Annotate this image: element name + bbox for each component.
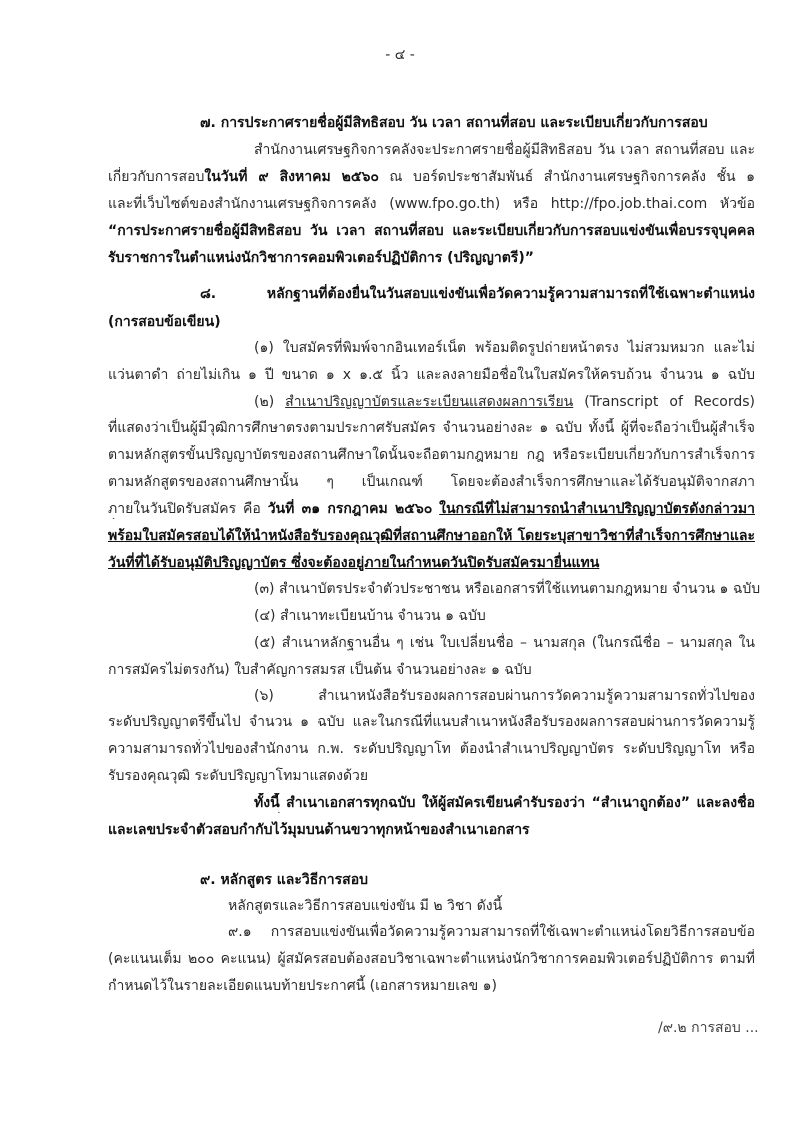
- text-segment: ๗. การประกาศรายชื่อผู้มีสิทธิสอบ วัน เวลา สถานที่สอบ และระเบียบเกี่ยวกับการสอบ: [200, 115, 708, 131]
- text-segment: พร้อมใบสมัครสอบได้ให้นำหนังสือรับรองคุณวุฒิที่สถานศึกษาออกให้ โดยระบุสาขาวิชาที่สำเร็จการศึกษาและ: [108, 528, 755, 544]
- text-line: [108, 766, 368, 786]
- text-line: [108, 949, 755, 969]
- text-segment: ที่แสดงว่าเป็นผู้มีวุฒิการศึกษาตรงตามประกาศรับสมัคร จำนวนอย่างละ ๑ ฉบับ ทั้งนี้ ผู้ที่จะถือว่าเป็นผู้สำเร็จ: [108, 420, 755, 436]
- text-segment: (๕) สำเนาหลักฐานอื่น ๆ เช่น ใบเปลี่ยนชื่อ – นามสกุล (ในกรณีชื่อ – นามสกุล ใน: [254, 635, 755, 651]
- text-line: [200, 870, 368, 890]
- text-segment: ตามหลักสูตรขั้นปริญญาบัตรของสถานศึกษาใดนั้นจะถือตามกฎหมาย กฎ หรือระเบียบเกี่ยวกับการสำเร็จการ: [108, 447, 755, 463]
- text-segment: สำนักงานเศรษฐกิจการคลังจะประกาศรายชื่อผู้มีสิทธิสอบ วัน เวลา สถานที่สอบ และ: [254, 142, 755, 158]
- text-segment: วันที่ที่ได้รับอนุมัติปริญญาบัตร ซึ่งจะต้องอยู่ภายในกำหนดวันปิดรับสมัครมายื่นแทน: [108, 555, 600, 571]
- text-line: [108, 312, 221, 332]
- text-line: [254, 686, 755, 706]
- text-line: [108, 365, 755, 385]
- text-segment: การสมัครไม่ตรงกัน) ใบสำคัญการสมรส เป็นต้น จำนวนอย่างละ ๑ ฉบับ: [108, 662, 532, 678]
- text-line: [254, 793, 755, 813]
- text-segment: ระดับปริญญาตรีขึ้นไป จำนวน ๑ ฉบับ และในกรณีที่แนบสำเนาหนังสือรับรองผลการสอบผ่านการวัดความรู้: [108, 714, 755, 730]
- text-segment: และที่เว็บไซต์ของสำนักงานเศรษฐกิจการคลัง (www.fpo.go.th) หรือ http://fpo.job.thai.com หัวข้อ: [108, 196, 755, 212]
- text-segment: (๑) ใบสมัครที่พิมพ์จากอินเทอร์เน็ต พร้อมติดรูปถ่ายหน้าตรง ไม่สวมหมวก และไม่: [254, 340, 755, 356]
- text-segment: ในกรณีที่ไม่สามารถนำสำเนาปริญญาบัตรดังกล่าวมา: [439, 501, 755, 517]
- text-segment: (๒): [254, 394, 286, 410]
- text-segment: (๔) สำเนาทะเบียนบ้าน จำนวน ๑ ฉบับ: [254, 608, 486, 624]
- text-segment: (๓) สำเนาบัตรประจำตัวประชาชน หรือเอกสารที่ใช้แทนตามกฎหมาย จำนวน ๑ ฉบับ: [254, 581, 761, 597]
- text-segment: (Transcript of Records): [573, 394, 755, 410]
- text-line: [254, 392, 755, 412]
- text-line: [254, 606, 486, 626]
- text-segment: ๙. หลักสูตร และวิธีการสอบ: [200, 872, 368, 888]
- text-segment: ตามหลักสูตรของสถานศึกษานั้น ๆ เป็นเกณฑ์ โดยจะต้องสำเร็จการศึกษาและได้รับอนุมัติจากสภา: [108, 474, 755, 490]
- text-segment: กำหนดไว้ในรายละเอียดแนบท้ายประกาศนี้ (เอกสารหมายเลข ๑): [108, 978, 497, 994]
- text-segment: (คะแนนเต็ม ๒๐๐ คะแนน) ผู้สมัครสอบต้องสอบวิชาเฉพาะตำแหน่งนักวิชาการคอมพิวเตอร์ปฏิบัติการ ตามที่: [108, 951, 755, 967]
- text-segment: วันที่ ๓๑ กรกฎาคม ๒๕๖๐: [267, 501, 433, 517]
- text-line: [108, 526, 755, 546]
- text-segment: รับราชการในตำแหน่งนักวิชาการคอมพิวเตอร์ปฏิบัติการ (ปริญญาตรี)”: [108, 250, 534, 266]
- text-segment: สำเนาปริญญาบัตรและระเบียนแสดงผลการเรียน: [285, 394, 574, 410]
- text-segment: (๖) สำเนาหนังสือรับรองผลการสอบผ่านการวัดความรู้ความสามารถทั่วไปของ: [254, 688, 755, 704]
- text-segment: “การประกาศรายชื่อผู้มีสิทธิสอบ วัน เวลา สถานที่สอบ และระเบียบเกี่ยวกับการสอบแข่งขันเพื่อบรรจุบุคคล: [108, 223, 755, 239]
- text-line: [108, 660, 532, 680]
- text-line: [108, 445, 755, 465]
- text-segment: ความสามารถทั่วไปของสำนักงาน ก.พ. ระดับปริญญาโท ต้องนำสำเนาปริญญาบัตร ระดับปริญญาโท หรือ: [108, 741, 755, 757]
- text-segment: ๙.๑ การสอบแข่งขันเพื่อวัดความรู้ความสามารถที่ใช้เฉพาะตำแหน่งโดยวิธีการสอบข้อ: [228, 924, 755, 940]
- text-segment: เกี่ยวกับการสอบ: [108, 169, 205, 185]
- text-line: [108, 499, 755, 519]
- text-line: [108, 976, 497, 996]
- text-line: [108, 167, 755, 187]
- text-segment: ๘. หลักฐานที่ต้องยื่นในวันสอบแข่งขันเพื่อวัดความรู้ความสามารถที่ใช้เฉพาะตำแหน่ง: [200, 286, 755, 302]
- text-line: [228, 896, 502, 916]
- text-line: [108, 248, 534, 268]
- text-line: [228, 922, 755, 942]
- text-segment: หลักสูตรและวิธีการสอบแข่งขัน มี ๒ วิชา ดังนี้: [228, 898, 503, 914]
- text-line: [200, 113, 708, 133]
- text-line: [254, 338, 755, 358]
- text-line: [108, 472, 755, 492]
- text-segment: ภายในวันปิดรับสมัคร คือ: [108, 501, 268, 517]
- text-line: [254, 633, 755, 653]
- text-segment: และเลขประจำตัวสอบกำกับไว้มุมบนด้านขวาทุกหน้าของสำเนาเอกสาร: [108, 822, 530, 838]
- text-line: [254, 140, 755, 160]
- text-line: [108, 221, 755, 241]
- text-line: [108, 820, 530, 840]
- text-line: [108, 194, 755, 214]
- text-segment: รับรองคุณวุฒิ ระดับปริญญาโทมาแสดงด้วย: [108, 768, 369, 784]
- page-number: - ๔ -: [385, 47, 415, 63]
- text-segment: ในวันที่ ๙ สิงหาคม ๒๕๖๐: [204, 169, 379, 185]
- text-line: [108, 553, 599, 573]
- text-segment: (การสอบข้อเขียน): [108, 314, 221, 330]
- continuation-note: /๙.๒ การสอบ ...: [658, 1020, 759, 1036]
- text-segment: ณ บอร์ดประชาสัมพันธ์ สำนักงานเศรษฐกิจการคลัง ชั้น ๑: [378, 169, 755, 185]
- text-segment: แว่นตาดำ ถ่ายไม่เกิน ๑ ปี ขนาด ๑ x ๑.๕ นิ้ว และลงลายมือชื่อในใบสมัครให้ครบถ้วน จำนวน ๑ ฉบับ: [108, 367, 755, 383]
- text-line: [200, 284, 755, 304]
- text-line: [254, 579, 760, 599]
- text-line: [108, 739, 755, 759]
- text-segment: ทั้งนี้ สำเนาเอกสารทุกฉบับ ให้ผู้สมัครเขียนคำรับรองว่า “สำเนาถูกต้อง” และลงชื่อ: [254, 795, 755, 811]
- text-line: [108, 418, 755, 438]
- text-line: [108, 712, 755, 732]
